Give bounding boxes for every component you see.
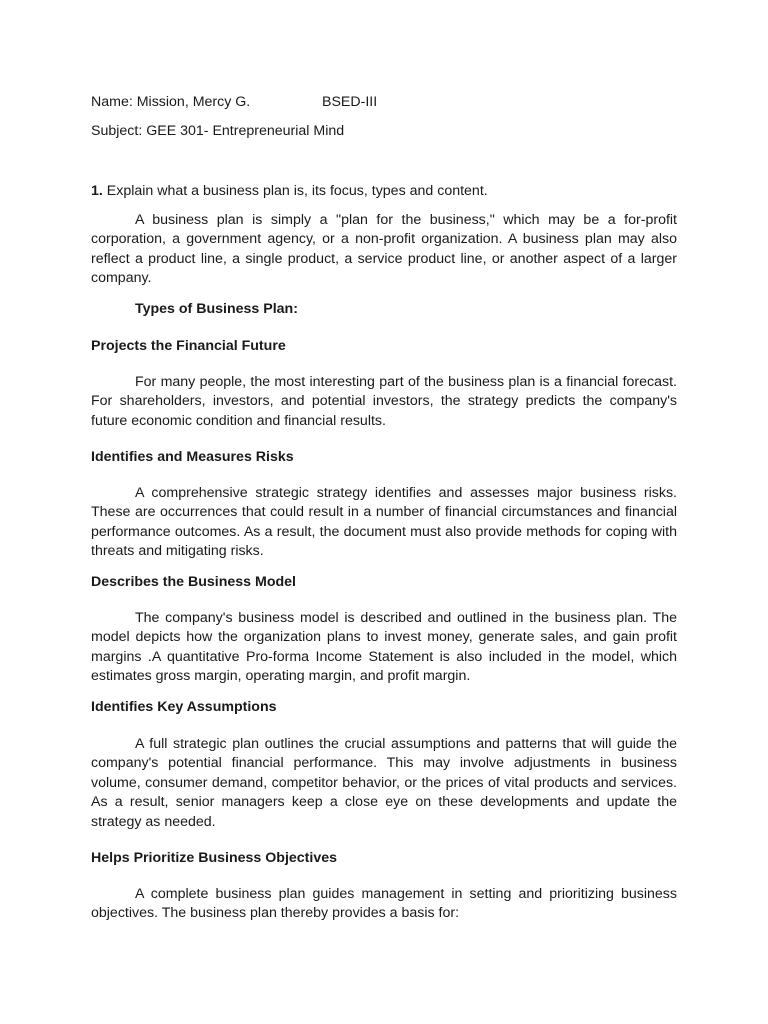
subject-line: Subject: GEE 301- Entrepreneurial Mind xyxy=(91,123,345,139)
course-label: BSED-III xyxy=(322,94,378,110)
name-line xyxy=(91,93,378,112)
section-heading-objectives: Helps Prioritize Business Objectives xyxy=(91,850,338,866)
document-page xyxy=(91,0,677,1024)
question-number: 1. xyxy=(91,183,103,199)
section-heading-risks: Identifies and Measures Risks xyxy=(91,449,294,465)
section-body-financial-future: For many people, the most interesting part of the business plan is a financial forecast. For shareholders, investors, and potential investors, the strategy predicts the company's future economic condition and financial results. xyxy=(91,374,677,429)
types-heading: Types of Business Plan: xyxy=(135,301,298,317)
section-body-risks: A comprehensive strategic strategy identifies and assesses major business risks. These are occurrences that could result in a number of financial circumstances and financial performance outcomes. As a result, the document must also provide methods for coping with threats and mitigating risks. xyxy=(91,485,677,560)
intro-paragraph: A business plan is simply a "plan for the business," which may be a for-profit corporation, a government agency, or a non-profit organization. A business plan may also reflect a product line, a single product, a service product line, or another aspect of a larger company. xyxy=(91,212,677,287)
question-text: Explain what a business plan is, its focus, types and content. xyxy=(102,183,488,199)
section-heading-key-assumptions: Identifies Key Assumptions xyxy=(91,699,277,715)
section-body-objectives: A complete business plan guides management in setting and prioritizing business objectives. The business plan thereby provides a basis for: xyxy=(91,886,677,922)
section-heading-business-model: Describes the Business Model xyxy=(91,574,296,590)
section-body-business-model: The company's business model is described and outlined in the business plan. The model depicts how the organization plans to invest money, generate sales, and gain profit margins .A quantitative Pro-forma Income Statement is also included in the model, which estimates gross margin, operating margin, and profit margin. xyxy=(91,610,677,685)
student-name: Name: Mission, Mercy G. xyxy=(91,94,251,110)
section-body-key-assumptions: A full strategic plan outlines the crucial assumptions and patterns that will guide the company's potential financial performance. This may involve adjustments in business volume, consumer demand, competitor behavior, or the prices of vital products and services. As a result, senior managers keep a close eye on these developments and update the strategy as needed. xyxy=(91,736,677,830)
section-heading-financial-future: Projects the Financial Future xyxy=(91,338,286,354)
question-1 xyxy=(91,182,488,201)
